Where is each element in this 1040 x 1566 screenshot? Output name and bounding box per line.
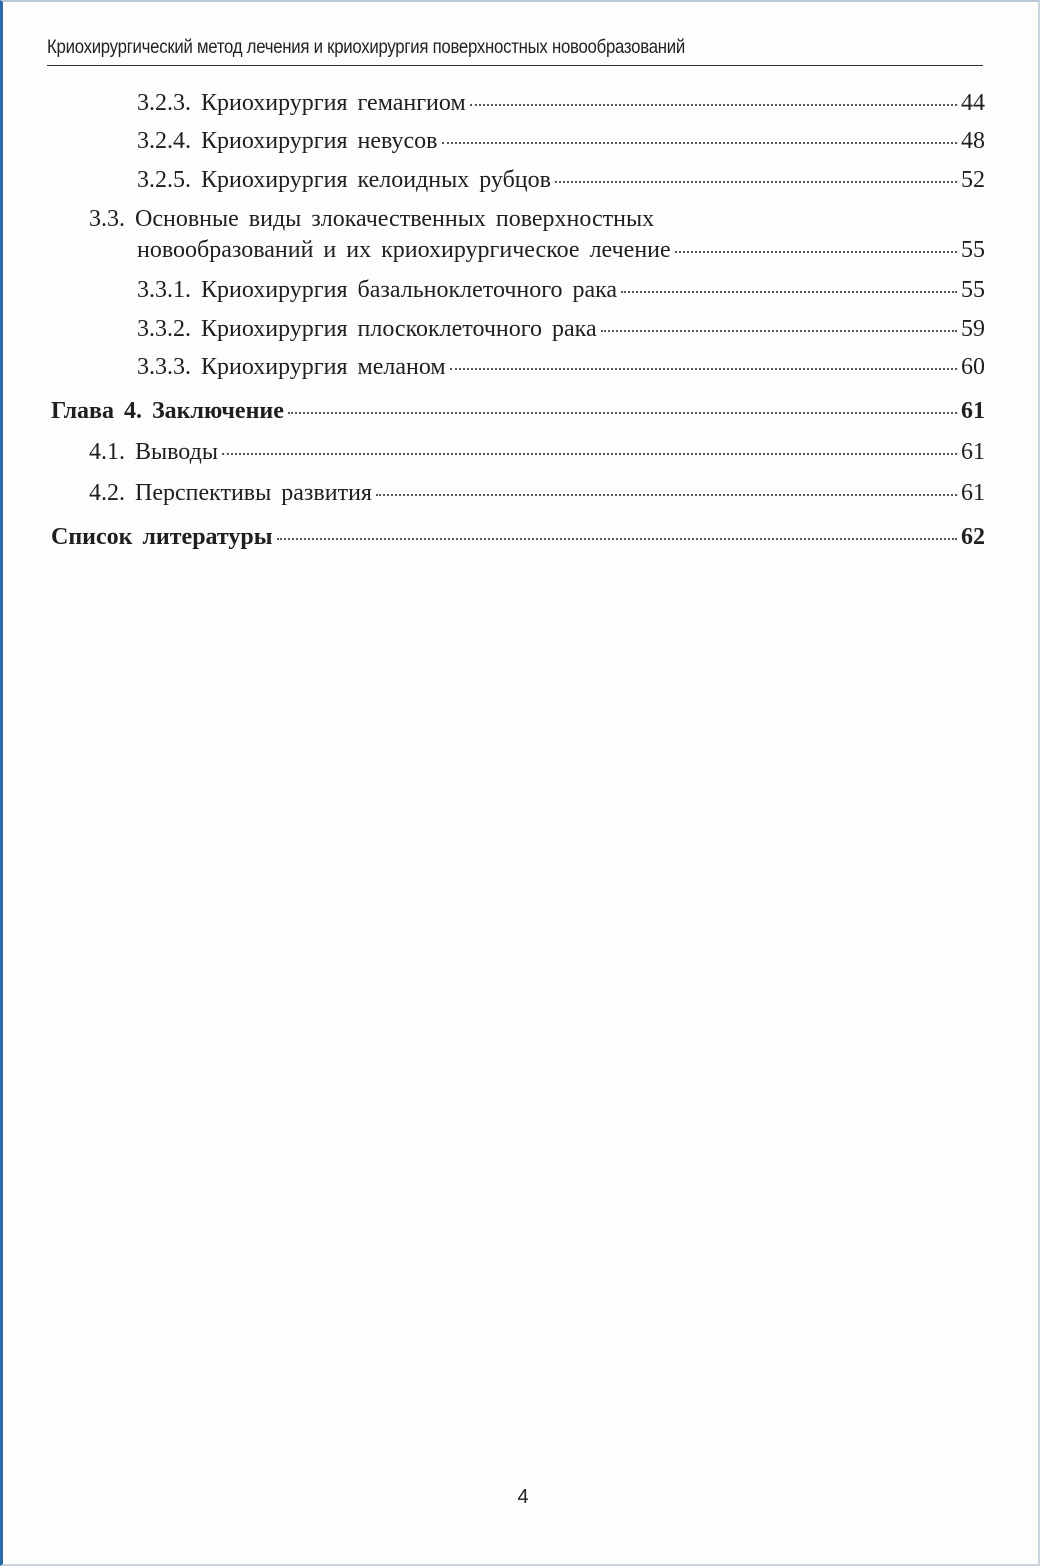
running-header: Криохирургический метод лечения и криохирургия поверхностных новообразований [47,36,685,58]
toc-entry-page: 61 [961,480,985,506]
dot-leader [376,494,957,496]
toc-entry-title: Перспективы развития [135,480,372,506]
toc-entry-3-3-3[interactable] [137,352,985,382]
toc-entry-number: 3.2.3. [137,90,191,116]
toc-entry-number: 3.3.1. [137,277,191,303]
toc-entry-page: 59 [961,316,985,342]
toc-entry-page: 52 [961,167,985,193]
toc-entry-title: Криохирургия гемангиом [201,90,466,116]
toc-entry-3-3-2[interactable] [137,314,985,344]
toc-entry-3-3-line2[interactable] [137,235,985,265]
toc-entry-title: Список литературы [51,524,273,550]
toc-entry-page: 61 [961,398,985,424]
toc-entry-3-3-line1[interactable] [89,204,654,234]
toc-entry-references[interactable] [51,522,985,552]
toc-entry-title: Криохирургия меланом [201,354,446,380]
toc-entry-chapter-4[interactable] [51,396,985,426]
toc-entry-page: 48 [961,128,985,154]
toc-entry-number: 4.1. [89,439,125,465]
toc-entry-title: Криохирургия невусов [201,128,438,154]
toc-entry-page: 60 [961,354,985,380]
dot-leader [288,412,957,414]
toc-entry-title-line1: Основные виды злокачественных поверхностных [135,206,655,232]
dot-leader [621,291,957,293]
dot-leader [601,330,957,332]
toc-entry-number: 3.3.3. [137,354,191,380]
dot-leader [470,104,957,106]
toc-entry-number: 3.2.4. [137,128,191,154]
toc-entry-number: 3.3. [89,206,125,232]
dot-leader [277,538,958,540]
toc-entry-title: Глава 4. Заключение [51,398,284,424]
toc-entry-page: 55 [961,237,985,263]
toc-entry-title: Криохирургия плоскоклеточного рака [201,316,597,342]
toc-entry-title: Криохирургия базальноклеточного рака [201,277,618,303]
dot-leader [555,181,957,183]
toc-entry-title: Криохирургия келоидных рубцов [201,167,551,193]
toc-entry-page: 61 [961,439,985,465]
header-rule [47,65,983,66]
toc-entry-number: 3.3.2. [137,316,191,342]
toc-entry-page: 62 [961,524,985,550]
toc-entry-number: 3.2.5. [137,167,191,193]
dot-leader [450,368,957,370]
toc-entry-page: 44 [961,90,985,116]
page-number: 4 [517,1486,529,1508]
toc-entry-3-3-1[interactable] [137,275,985,305]
toc-entry-3-2-4[interactable] [137,126,985,156]
toc-entry-3-2-3[interactable] [137,88,985,118]
dot-leader [442,142,958,144]
toc-entry-4-2[interactable] [89,478,985,508]
toc-entry-4-1[interactable] [89,437,985,467]
toc-entry-title: Выводы [135,439,218,465]
toc-entry-page: 55 [961,277,985,303]
dot-leader [222,453,957,455]
toc-entry-title-line2: новообразований и их криохирургическое лечение [137,237,671,263]
dot-leader [675,251,957,253]
toc-entry-number: 4.2. [89,480,125,506]
toc-entry-3-2-5[interactable] [137,165,985,195]
